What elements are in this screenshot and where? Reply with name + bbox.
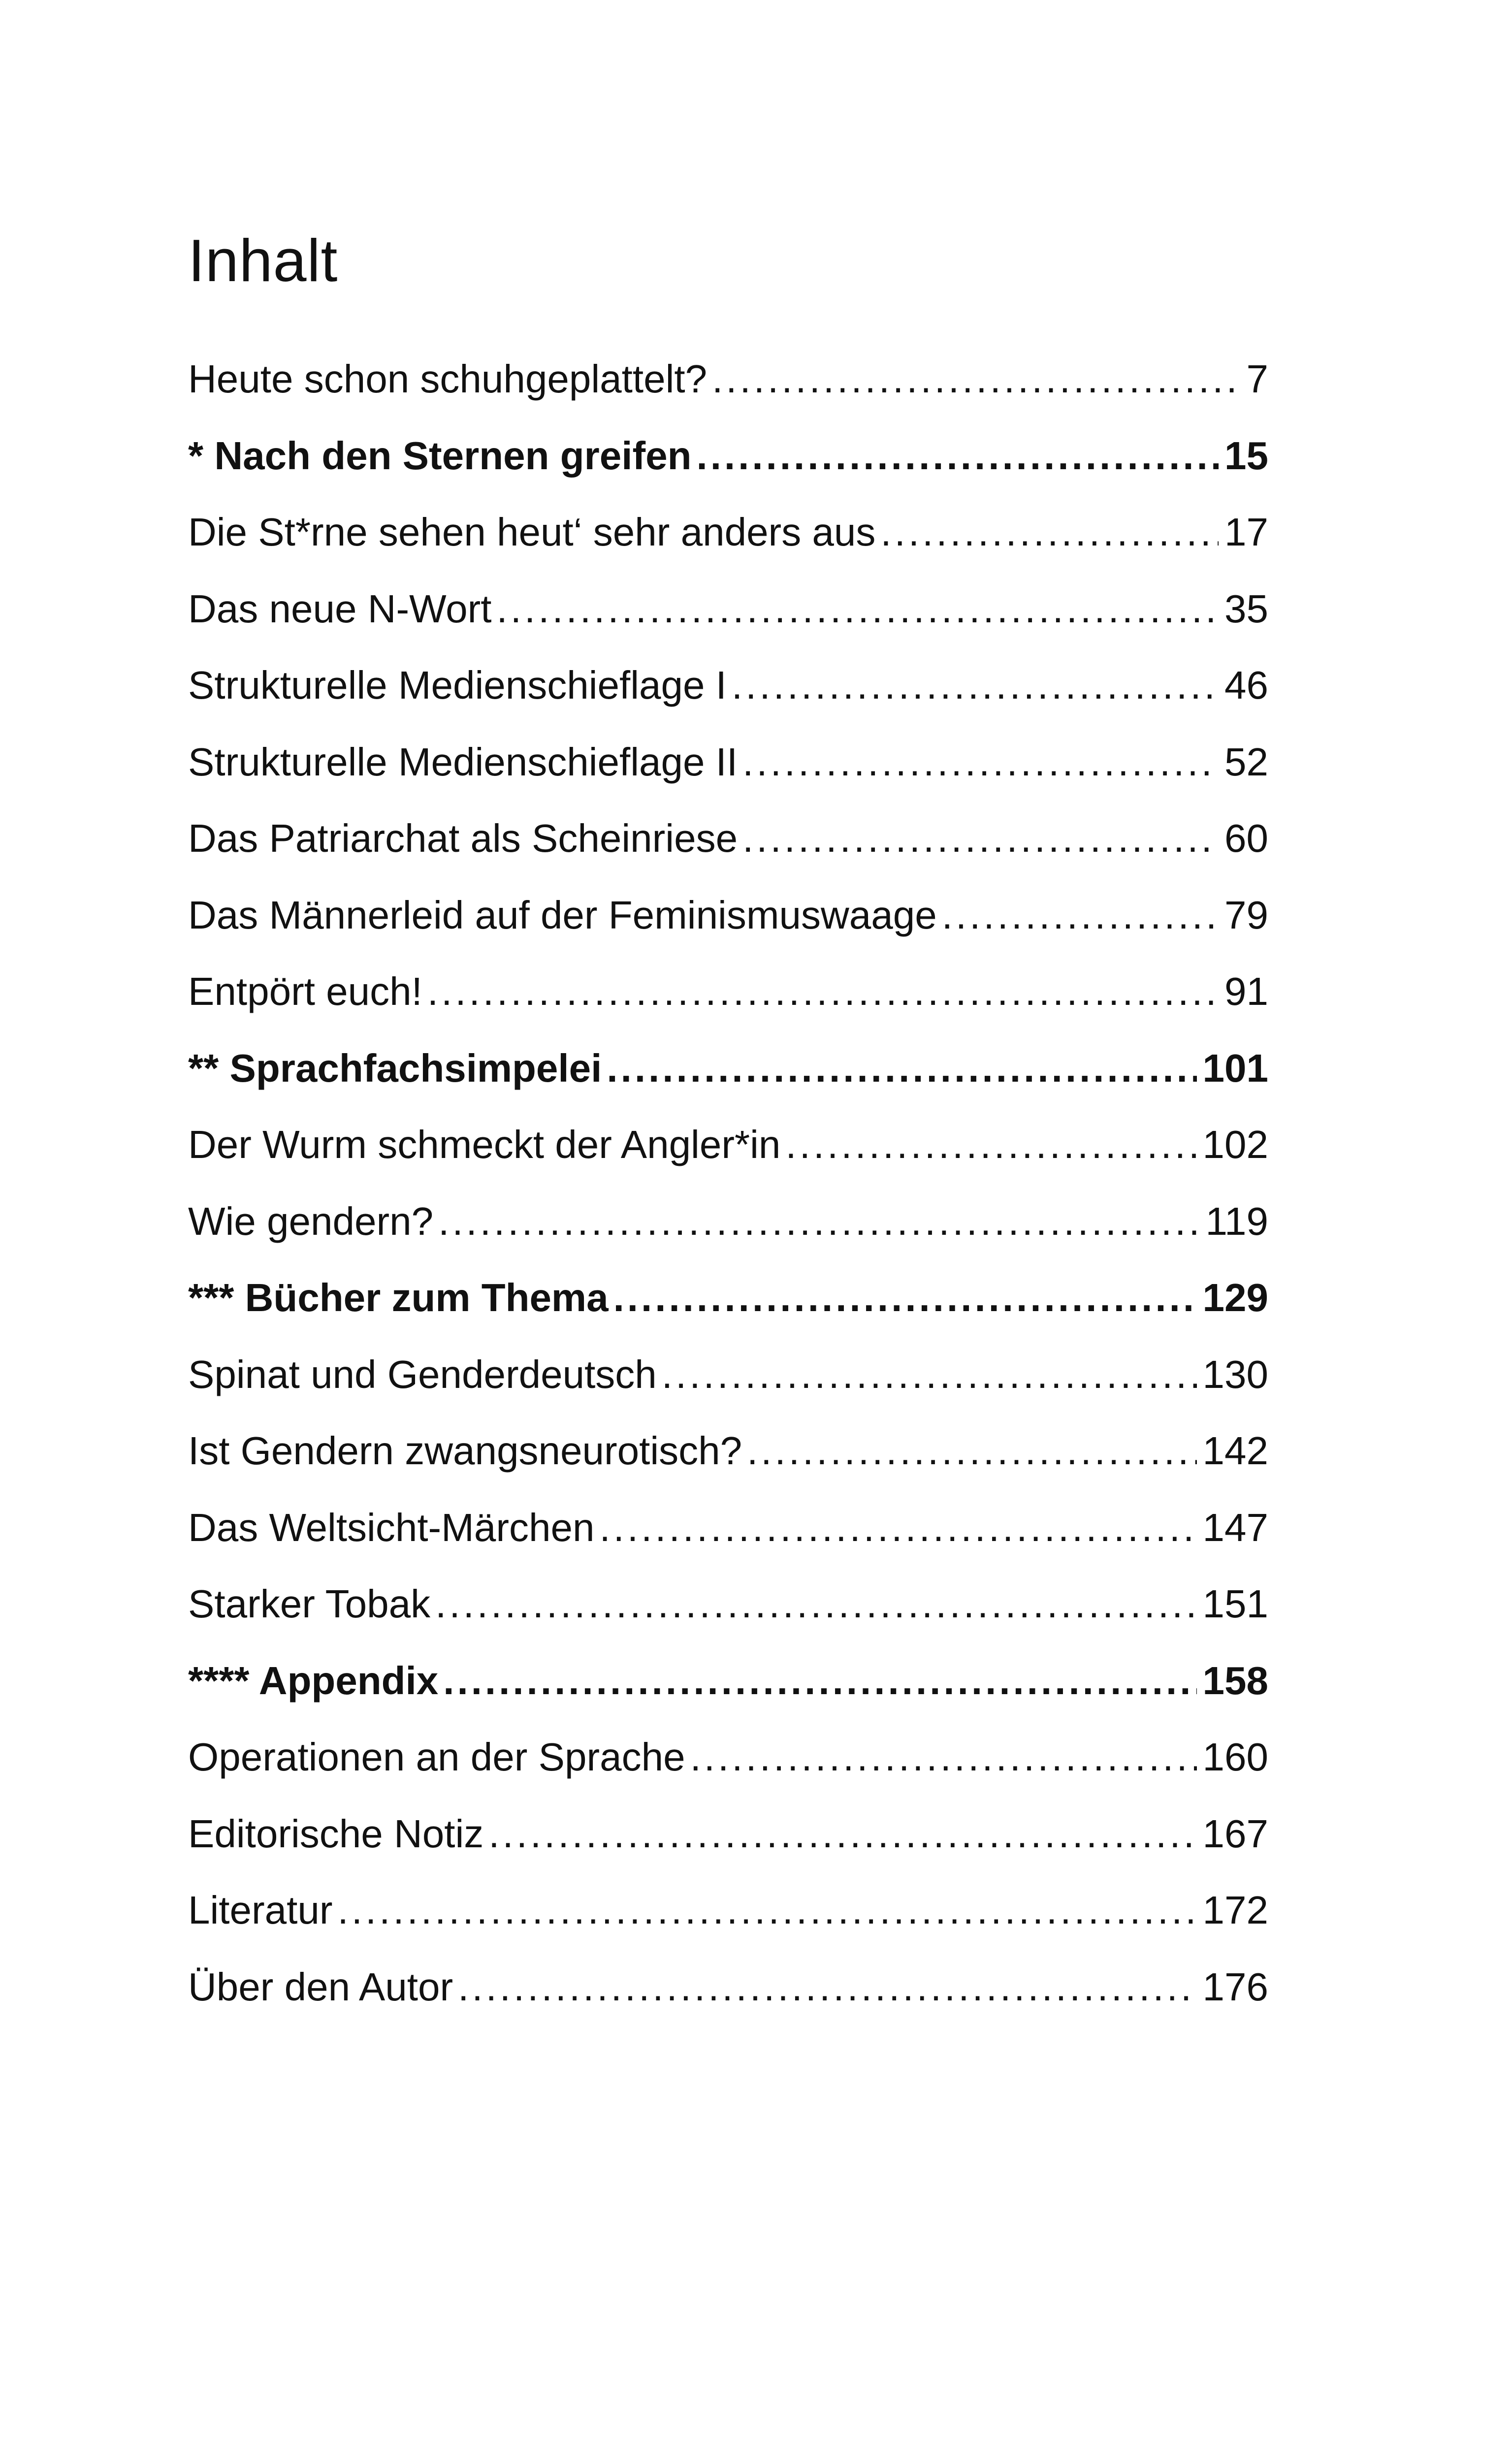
- toc-entry-page-number: 129: [1202, 1278, 1268, 1319]
- toc-entry-page-number: 119: [1205, 1201, 1268, 1243]
- toc-entry-page-number: 60: [1224, 819, 1268, 860]
- toc-entry-title: Strukturelle Medienschieflage II: [188, 742, 738, 784]
- toc-dot-leader: [785, 1125, 1196, 1164]
- toc-entry-page-number: 46: [1224, 666, 1268, 707]
- toc-entry-title: Ist Gendern zwangsneurotisch?: [188, 1431, 742, 1473]
- toc-entry-title: Das neue N-Wort: [188, 589, 492, 631]
- toc-entry-title: Editorische Notiz: [188, 1814, 484, 1856]
- toc-entry: [188, 1967, 1268, 2044]
- toc-entry-page-number: 176: [1202, 1967, 1268, 2009]
- toc-entry-page-number: 167: [1202, 1814, 1268, 1856]
- toc-dot-leader: [942, 896, 1219, 935]
- toc-entry-page-number: 7: [1246, 359, 1268, 401]
- toc-entry-page-number: 147: [1202, 1508, 1268, 1549]
- toc-entry-page-number: 52: [1224, 742, 1268, 784]
- toc-entry: [188, 1125, 1268, 1202]
- toc-entry-title: Literatur: [188, 1891, 333, 1932]
- toc-entry-title: Das Männerleid auf der Feminismuswaage: [188, 895, 937, 937]
- toc-entry: [188, 1431, 1268, 1508]
- toc-entry-title: Der Wurm schmeckt der Angler*in: [188, 1125, 781, 1166]
- toc-entry-title: Über den Autor: [188, 1967, 453, 2009]
- toc-entry-title: ** Sprachfachsimpelei: [188, 1048, 602, 1090]
- toc-entry-title: Das Patriarchat als Scheinriese: [188, 819, 738, 860]
- toc-entry: [188, 1202, 1268, 1279]
- toc-entry-title: Das Weltsicht-Märchen: [188, 1508, 595, 1549]
- toc-entry-title: * Nach den Sternen greifen: [188, 436, 692, 478]
- toc-entry-title: Strukturelle Medienschieflage I: [188, 666, 727, 707]
- toc-entry-page-number: 15: [1224, 436, 1268, 478]
- toc-entry: [188, 436, 1268, 513]
- toc-entry: [188, 589, 1268, 666]
- toc-entry: [188, 742, 1268, 819]
- toc-entry-title: Entpört euch!: [188, 972, 422, 1013]
- toc-entry-page-number: 35: [1224, 589, 1268, 631]
- toc-dot-leader: [613, 1278, 1197, 1318]
- toc-dot-leader: [599, 1508, 1196, 1547]
- toc-entry-title: Die St*rne sehen heut‘ sehr anders aus: [188, 513, 876, 554]
- toc-dot-leader: [435, 1584, 1196, 1624]
- toc-entry: [188, 819, 1268, 896]
- toc-entry: [188, 666, 1268, 742]
- toc-entry: [188, 1661, 1268, 1738]
- toc-dot-leader: [747, 1431, 1196, 1471]
- toc-entry-page-number: 160: [1202, 1737, 1268, 1779]
- toc-entry-page-number: 102: [1202, 1125, 1268, 1166]
- toc-entry-page-number: 79: [1224, 895, 1268, 937]
- toc-dot-leader: [742, 819, 1219, 858]
- toc-entry: [188, 359, 1268, 436]
- toc-entry-page-number: 142: [1202, 1431, 1268, 1473]
- page-title: Inhalt: [188, 227, 338, 294]
- toc-dot-leader: [458, 1967, 1196, 2007]
- toc-entry-page-number: 172: [1202, 1891, 1268, 1932]
- toc-entry-page-number: 101: [1202, 1048, 1268, 1090]
- toc-dot-leader: [427, 972, 1219, 1011]
- toc-dot-leader: [880, 513, 1219, 552]
- toc-entry: [188, 1814, 1268, 1891]
- toc-entry-title: Operationen an der Sprache: [188, 1737, 685, 1779]
- toc-entry-page-number: 130: [1202, 1354, 1268, 1396]
- toc-entry-title: Heute schon schuhgeplattelt?: [188, 359, 708, 401]
- toc-dot-leader: [732, 666, 1219, 705]
- toc-entry-title: Spinat und Genderdeutsch: [188, 1354, 657, 1396]
- toc-dot-leader: [443, 1661, 1196, 1701]
- toc-entry-page-number: 151: [1202, 1584, 1268, 1626]
- toc-dot-leader: [438, 1202, 1199, 1241]
- toc-entry: [188, 1049, 1268, 1125]
- toc-dot-leader: [662, 1355, 1197, 1394]
- toc-dot-leader: [690, 1737, 1197, 1777]
- toc-entry: [188, 513, 1268, 589]
- toc-entry: [188, 1737, 1268, 1814]
- toc-dot-leader: [488, 1814, 1196, 1854]
- toc-entry: [188, 972, 1268, 1049]
- toc-dot-leader: [607, 1049, 1196, 1088]
- toc-dot-leader: [337, 1891, 1196, 1930]
- toc-entry-page-number: 91: [1224, 972, 1268, 1013]
- toc-entry-title: Starker Tobak: [188, 1584, 431, 1626]
- toc-dot-leader: [742, 742, 1219, 782]
- toc-entry-title: **** Appendix: [188, 1661, 439, 1703]
- toc-entry: [188, 1508, 1268, 1585]
- toc-entry-page-number: 17: [1224, 513, 1268, 554]
- toc-entry: [188, 1891, 1268, 1967]
- toc-entry: [188, 1278, 1268, 1355]
- toc-entry: [188, 896, 1268, 972]
- toc-dot-leader: [712, 359, 1240, 399]
- toc-dot-leader: [696, 436, 1219, 476]
- toc-entry-title: *** Bücher zum Thema: [188, 1278, 609, 1319]
- toc-entry-title: Wie gendern?: [188, 1201, 434, 1243]
- toc-entry-page-number: 158: [1202, 1661, 1268, 1703]
- toc-entry: [188, 1355, 1268, 1432]
- toc-dot-leader: [497, 589, 1219, 629]
- toc-entry: [188, 1584, 1268, 1661]
- table-of-contents: [188, 359, 1268, 2044]
